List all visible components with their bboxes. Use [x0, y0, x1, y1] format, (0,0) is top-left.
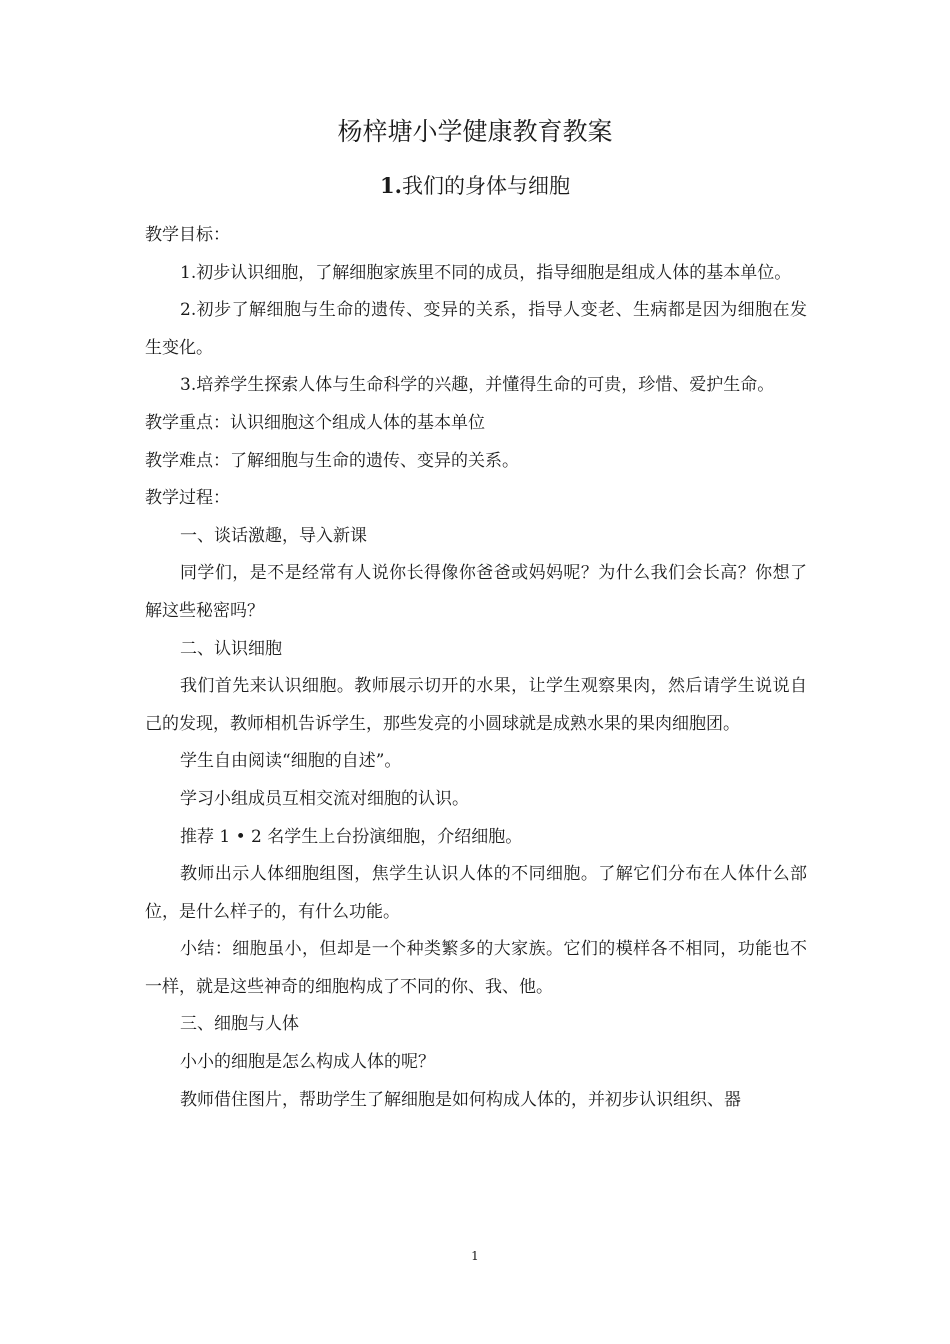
paragraph: 教师借住图片，帮助学生了解细胞是如何构成人体的，并初步认识组织、器 — [180, 1089, 741, 1110]
paragraph: 2.初步了解细胞与生命的遗传、变异的关系，指导人变老、生病都是因为细胞在发生变化。 — [145, 300, 807, 358]
section-heading: 二、认识细胞 — [180, 638, 282, 659]
lesson-title: 我们的身体与细胞 — [401, 174, 570, 198]
paragraph: 教学难点：了解细胞与生命的遗传、变异的关系。 — [145, 450, 519, 471]
paragraph: 推荐 1 • 2 名学生上台扮演细胞，介绍细胞。 — [180, 826, 523, 847]
lesson-heading — [0, 170, 950, 202]
paragraph: 学习小组成员互相交流对细胞的认识。 — [180, 788, 469, 809]
paragraph: 3.培养学生探索人体与生命科学的兴趣，并懂得生命的可贵，珍惜、爱护生命。 — [180, 375, 775, 396]
document-body — [145, 217, 807, 1119]
section-heading: 三、细胞与人体 — [180, 1014, 299, 1035]
page-number: 1 — [471, 1249, 479, 1263]
paragraph: 教学过程： — [145, 488, 230, 509]
paragraph: 教学重点：认识细胞这个组成人体的基本单位 — [145, 412, 485, 433]
paragraph: 学生自由阅读“细胞的自述”。 — [180, 751, 402, 772]
document-title: 杨梓塘小学健康教育教案 — [337, 117, 613, 146]
paragraph: 小小的细胞是怎么构成人体的呢？ — [180, 1052, 435, 1073]
paragraph: 教师出示人体细胞组图，焦学生认识人体的不同细胞。了解它们分布在人体什么部位，是什么样子的，有什么功能。 — [145, 864, 807, 922]
paragraph: 同学们，是不是经常有人说你长得像你爸爸或妈妈呢？为什么我们会长高？你想了解这些秘密吗？ — [145, 563, 807, 621]
paragraph: 我们首先来认识细胞。教师展示切开的水果，让学生观察果肉，然后请学生说说自己的发现，教师相机告诉学生，那些发亮的小圆球就是成熟水果的果肉细胞团。 — [145, 676, 807, 734]
lesson-number: 1. — [380, 173, 402, 198]
section-heading: 一、谈话激趣，导入新课 — [180, 525, 367, 546]
paragraph: 小结：细胞虽小，但却是一个种类繁多的大家族。它们的模样各不相同，功能也不一样，就是这些神奇的细胞构成了不同的你、我、他。 — [145, 939, 807, 997]
paragraph: 1.初步认识细胞，了解细胞家族里不同的成员，指导细胞是组成人体的基本单位。 — [180, 262, 792, 283]
paragraph: 教学目标： — [145, 225, 230, 245]
